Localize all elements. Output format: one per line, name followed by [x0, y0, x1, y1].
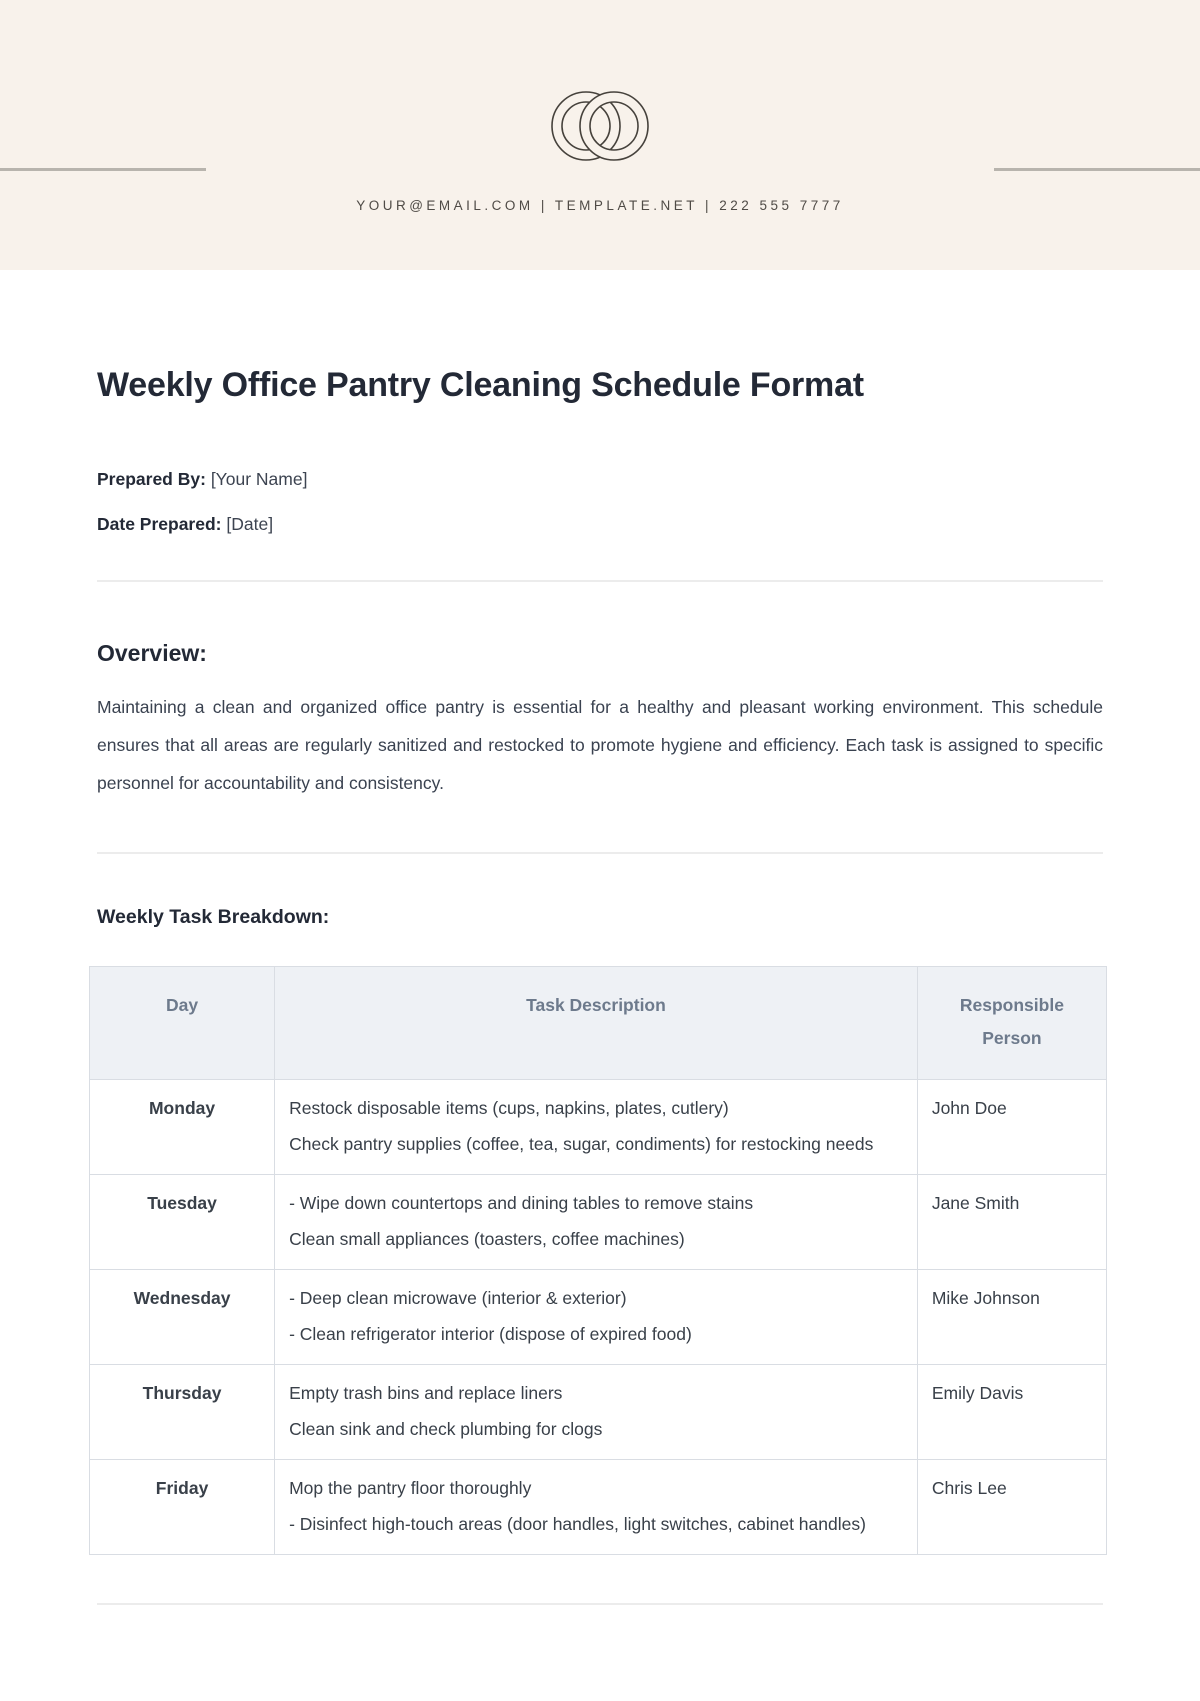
overview-paragraph: Maintaining a clean and organized office pantry is essential for a healthy and pleasant working environment. This schedule ensures that all areas are regularly sanitized and restocked to promote hygiene and efficiency. Each task is assigned to specific personnel for accountability and consistency. — [97, 697, 1103, 793]
table-row — [90, 1365, 1107, 1460]
task-description-cell — [275, 1365, 918, 1460]
letterhead — [0, 0, 1200, 270]
column-header-task-description: Task Description — [275, 967, 918, 1080]
bottom-divider — [97, 1603, 1103, 1605]
task-line: Clean sink and check plumbing for clogs — [289, 1419, 603, 1439]
responsible-person-cell: Chris Lee — [917, 1460, 1106, 1555]
table-row — [90, 1080, 1107, 1175]
table-row — [90, 1175, 1107, 1270]
page-title: Weekly Office Pantry Cleaning Schedule Format — [97, 366, 864, 404]
task-table-container — [89, 966, 1107, 1555]
responsible-person-cell: Jane Smith — [917, 1175, 1106, 1270]
task-description-cell — [275, 1460, 918, 1555]
responsible-person-cell: John Doe — [917, 1080, 1106, 1175]
table-row — [90, 1460, 1107, 1555]
task-description-cell — [275, 1175, 918, 1270]
section-divider — [97, 580, 1103, 582]
contact-info: YOUR@EMAIL.COM | TEMPLATE.NET | 222 555 7777 — [356, 198, 844, 213]
task-line: Mop the pantry floor thoroughly — [289, 1478, 532, 1498]
weekly-task-table — [89, 966, 1107, 1555]
overview-heading: Overview: — [97, 640, 207, 666]
column-header-responsible-person: Responsible Person — [917, 967, 1106, 1080]
task-line: - Clean refrigerator interior (dispose of expired food) — [289, 1324, 692, 1344]
prepared-by-label: Prepared By: — [97, 469, 206, 489]
task-description-cell — [275, 1080, 918, 1175]
responsible-person-cell: Emily Davis — [917, 1365, 1106, 1460]
day-cell: Wednesday — [90, 1270, 275, 1365]
prepared-by-value: [Your Name] — [210, 469, 308, 489]
table-header-row — [90, 967, 1107, 1080]
task-description-cell — [275, 1270, 918, 1365]
task-line: - Deep clean microwave (interior & exterior) — [289, 1288, 627, 1308]
responsible-person-cell: Mike Johnson — [917, 1270, 1106, 1365]
date-prepared-value: [Date] — [226, 514, 274, 534]
column-header-day: Day — [90, 967, 275, 1080]
table-row — [90, 1270, 1107, 1365]
section-divider — [97, 852, 1103, 854]
day-cell: Tuesday — [90, 1175, 275, 1270]
task-line: - Disinfect high-touch areas (door handles, light switches, cabinet handles) — [289, 1514, 866, 1534]
task-line: Empty trash bins and replace liners — [289, 1383, 563, 1403]
day-cell: Monday — [90, 1080, 275, 1175]
task-line: - Wipe down countertops and dining tables to remove stains — [289, 1193, 754, 1213]
task-line: Check pantry supplies (coffee, tea, sugar, condiments) for restocking needs — [289, 1134, 874, 1154]
task-line: Restock disposable items (cups, napkins, plates, cutlery) — [289, 1098, 729, 1118]
day-cell: Friday — [90, 1460, 275, 1555]
task-line: Clean small appliances (toasters, coffee machines) — [289, 1229, 685, 1249]
document-body — [0, 363, 1200, 1605]
header-rule-right — [994, 168, 1200, 171]
header-rule-left — [0, 168, 206, 171]
day-cell: Thursday — [90, 1365, 275, 1460]
document-meta — [97, 457, 1103, 547]
task-breakdown-heading: Weekly Task Breakdown: — [97, 906, 330, 928]
interlocked-rings-logo-icon — [548, 88, 652, 164]
prepared-by-line — [97, 457, 1103, 502]
date-prepared-line — [97, 502, 1103, 547]
date-prepared-label: Date Prepared: — [97, 514, 222, 534]
